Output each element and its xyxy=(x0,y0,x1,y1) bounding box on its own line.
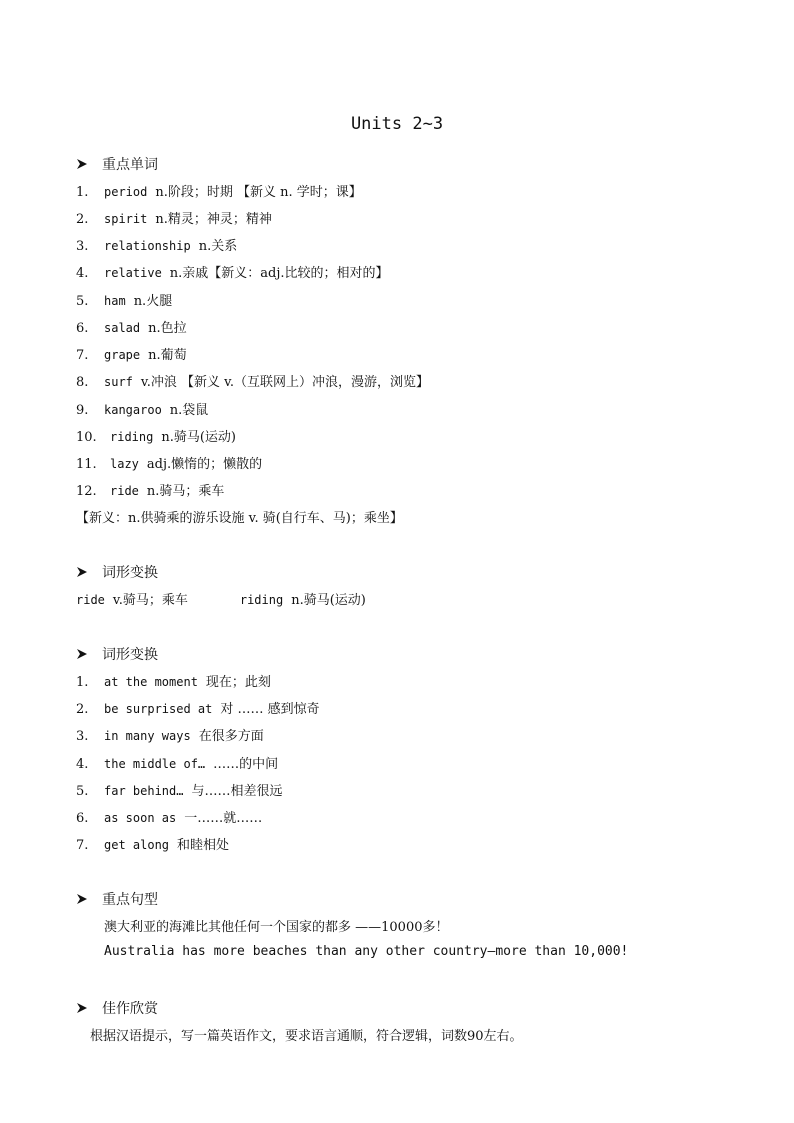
section-heading-vocab xyxy=(76,154,158,174)
phrase-item xyxy=(76,698,320,717)
item-number: 12. xyxy=(76,484,97,499)
item-number: 6. xyxy=(76,811,89,826)
chinese-meaning: n.关系 xyxy=(198,239,238,254)
phrase-item xyxy=(76,807,262,826)
chinese-meaning: n.葡萄 xyxy=(148,348,187,363)
english-phrase: at the moment xyxy=(104,675,198,689)
phrase-item xyxy=(76,753,278,772)
vocab-item xyxy=(76,181,362,200)
sentence-chinese: 澳大利亚的海滩比其他任何一个国家的都多 ——10000多！ xyxy=(104,920,449,935)
section-heading-wordform xyxy=(76,562,158,582)
english-phrase: as soon as xyxy=(104,811,177,825)
chinese-meaning: 与……相差很远 xyxy=(191,784,283,799)
english-word: period xyxy=(104,185,148,199)
chinese-meaning: 对 …… 感到惊奇 xyxy=(220,702,320,717)
chinese-meaning: n.骑马(运动) xyxy=(291,593,366,608)
phrase-item xyxy=(76,671,271,690)
page-title: Units 2~3 xyxy=(350,114,444,134)
vocab-item xyxy=(76,399,208,418)
chinese-meaning: n.火腿 xyxy=(133,294,173,309)
item-number: 9. xyxy=(76,403,89,418)
item-number: 11. xyxy=(76,457,97,472)
chinese-meaning: 在很多方面 xyxy=(198,729,264,744)
vocab-item xyxy=(76,426,236,445)
english-phrase: be surprised at xyxy=(104,702,213,716)
english-word: spirit xyxy=(104,212,148,226)
item-number: 1. xyxy=(76,185,89,200)
chinese-meaning: n.骑马；乘车 xyxy=(146,484,225,499)
item-number: 2. xyxy=(76,212,89,227)
section-heading-sentences xyxy=(76,889,158,909)
phrase-item xyxy=(76,725,264,744)
writing-instruction: 根据汉语提示，写一篇英语作文，要求语言通顺，符合逻辑，词数90左右。 xyxy=(90,1029,523,1044)
vocab-item xyxy=(76,317,187,336)
vocab-item xyxy=(76,235,237,254)
chinese-meaning: n.精灵；神灵；精神 xyxy=(155,212,272,227)
arrow-bullet-icon xyxy=(76,648,88,660)
vocab-item xyxy=(76,480,224,499)
item-number: 2. xyxy=(76,702,89,717)
arrow-bullet-icon xyxy=(76,158,88,170)
phrase-item xyxy=(76,834,229,853)
chinese-meaning: adj.懒惰的；懒散的 xyxy=(146,457,263,472)
english-word: kangaroo xyxy=(104,403,162,417)
item-number: 3. xyxy=(76,239,89,254)
english-word: relative xyxy=(104,266,162,280)
item-number: 1. xyxy=(76,675,89,690)
chinese-meaning: n.阶段；时期 【新义 n. 学时；课】 xyxy=(155,185,362,200)
chinese-meaning: 一……就…… xyxy=(184,811,263,826)
english-word: lazy xyxy=(110,457,139,471)
chinese-meaning: n.亲戚【新义：adj.比较的；相对的】 xyxy=(169,266,389,281)
item-number: 4. xyxy=(76,266,89,281)
vocab-item xyxy=(76,453,262,472)
vocab-item xyxy=(76,208,272,227)
chinese-meaning: n.袋鼠 xyxy=(169,403,209,418)
english-word: ride xyxy=(110,484,139,498)
vocab-item xyxy=(76,262,389,281)
chinese-meaning: v.冲浪 【新义 v.（互联网上）冲浪，漫游，浏览】 xyxy=(140,375,430,390)
english-word: salad xyxy=(104,321,141,335)
wordform-row xyxy=(76,589,366,608)
english-word: surf xyxy=(104,375,133,389)
vocab-note: 【新义：n.供骑乘的游乐设施 v. 骑(自行车、马)；乘坐】 xyxy=(76,511,403,526)
english-word: grape xyxy=(104,348,141,362)
heading-text: 词形变换 xyxy=(102,647,158,663)
chinese-meaning: v.骑马；乘车 xyxy=(112,593,188,608)
english-word: ham xyxy=(104,294,126,308)
section-heading-writing xyxy=(76,998,158,1018)
chinese-meaning: n.骑马(运动) xyxy=(161,430,237,445)
arrow-bullet-icon xyxy=(76,893,88,905)
section-heading-phrases xyxy=(76,644,158,664)
arrow-bullet-icon xyxy=(76,566,88,578)
chinese-meaning: 和睦相处 xyxy=(177,838,230,853)
item-number: 7. xyxy=(76,348,89,363)
vocab-item xyxy=(76,344,187,363)
heading-text: 佳作欣赏 xyxy=(102,1001,158,1017)
item-number: 5. xyxy=(76,294,89,309)
phrase-item xyxy=(76,780,283,799)
item-number: 6. xyxy=(76,321,89,336)
english-phrase: far behind… xyxy=(104,784,184,798)
heading-text: 词形变换 xyxy=(102,565,158,581)
english-phrase: the middle of… xyxy=(104,757,206,771)
chinese-meaning: n.色拉 xyxy=(148,321,187,336)
english-word: riding xyxy=(110,430,154,444)
vocab-item xyxy=(76,371,429,390)
english-phrase: in many ways xyxy=(104,729,191,743)
item-number: 10. xyxy=(76,430,97,445)
chinese-meaning: 现在；此刻 xyxy=(205,675,271,690)
item-number: 3. xyxy=(76,729,89,744)
english-phrase: get along xyxy=(104,838,170,852)
item-number: 5. xyxy=(76,784,89,799)
item-number: 7. xyxy=(76,838,89,853)
item-number: 8. xyxy=(76,375,89,390)
english-word: riding xyxy=(239,593,284,607)
sentence-english: Australia has more beaches than any other country—more than 10,000! xyxy=(104,944,629,959)
heading-text: 重点句型 xyxy=(102,892,158,908)
english-word: ride xyxy=(76,593,105,607)
chinese-meaning: ……的中间 xyxy=(213,757,279,772)
vocab-item xyxy=(76,290,172,309)
heading-text: 重点单词 xyxy=(102,157,158,173)
english-word: relationship xyxy=(104,239,191,253)
arrow-bullet-icon xyxy=(76,1002,88,1014)
item-number: 4. xyxy=(76,757,89,772)
